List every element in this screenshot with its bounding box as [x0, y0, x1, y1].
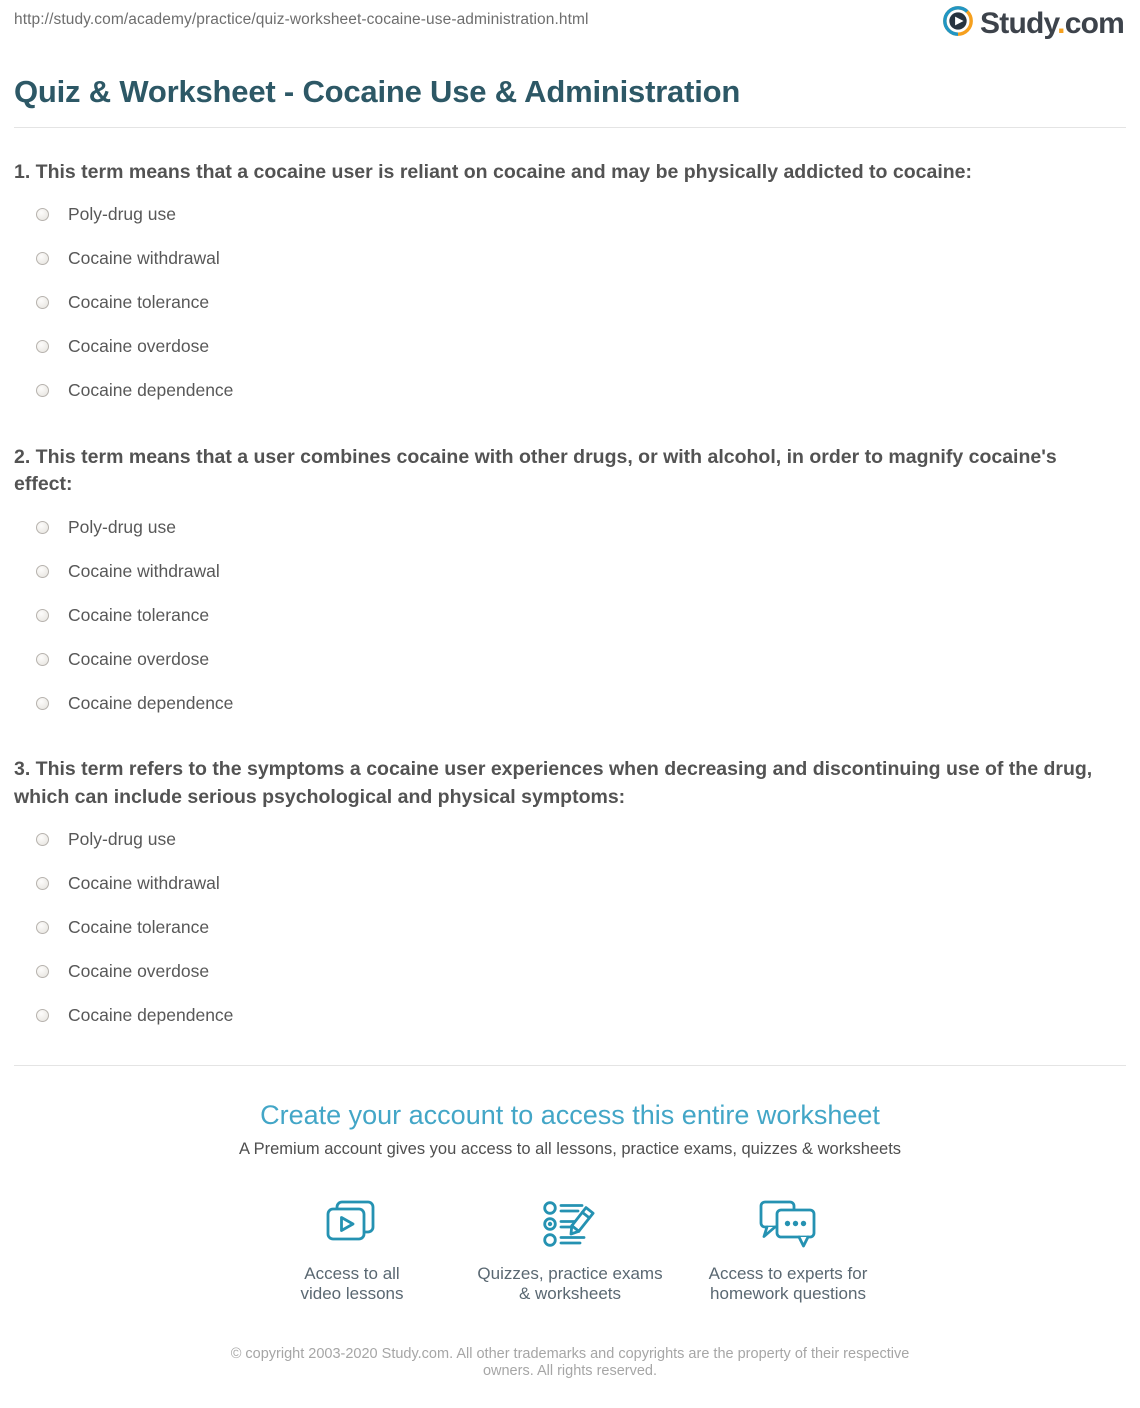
- feature-homework-experts: [679, 1199, 897, 1304]
- option-label: Cocaine tolerance: [68, 292, 210, 313]
- option-label: Cocaine withdrawal: [68, 248, 220, 269]
- feature-caption: Access to experts for homework questions: [708, 1264, 868, 1304]
- radio-button-icon[interactable]: [36, 384, 49, 397]
- option-label: Cocaine withdrawal: [68, 560, 220, 581]
- option-label: Cocaine overdose: [68, 960, 210, 981]
- quiz-checklist-icon: [461, 1199, 679, 1251]
- footer-heading: Create your account to access this entire worksheet: [260, 1100, 880, 1131]
- feature-video-lessons: [243, 1199, 461, 1304]
- radio-button-icon[interactable]: [36, 921, 49, 934]
- radio-option[interactable]: [14, 681, 1126, 725]
- feature-caption: Access to all video lessons: [300, 1264, 404, 1304]
- radio-button-icon[interactable]: [36, 565, 49, 578]
- option-label: Poly-drug use: [68, 828, 176, 849]
- radio-button-icon[interactable]: [36, 252, 49, 265]
- option-label: Cocaine dependence: [68, 692, 234, 713]
- studycom-play-icon: [943, 6, 973, 41]
- radio-option[interactable]: [14, 281, 1126, 325]
- radio-button-icon[interactable]: [36, 965, 49, 978]
- page-title: Quiz & Worksheet - Cocaine Use & Administration: [14, 74, 741, 109]
- feature-caption: Quizzes, practice exams & worksheets: [477, 1264, 663, 1304]
- radio-option[interactable]: [14, 505, 1126, 549]
- radio-button-icon[interactable]: [36, 877, 49, 890]
- option-label: Cocaine withdrawal: [68, 872, 220, 893]
- footer-divider: [14, 1065, 1126, 1066]
- option-label: Poly-drug use: [68, 204, 176, 225]
- radio-button-icon[interactable]: [36, 521, 49, 534]
- studycom-logo-text: Study.com: [980, 6, 1124, 40]
- page-url: http://study.com/academy/practice/quiz-worksheet-cocaine-use-administration.html: [14, 11, 589, 28]
- option-label: Cocaine dependence: [68, 380, 234, 401]
- video-lessons-icon: [243, 1199, 461, 1251]
- copyright-text: © copyright 2003-2020 Study.com. All other trademarks and copyrights are the property of their respective owners. All rights reserved.: [230, 1346, 910, 1380]
- chat-experts-icon: [679, 1199, 897, 1251]
- option-label: Cocaine overdose: [68, 336, 210, 357]
- radio-option[interactable]: [14, 193, 1126, 237]
- option-label: Cocaine dependence: [68, 1004, 234, 1025]
- radio-button-icon[interactable]: [36, 653, 49, 666]
- studycom-logo[interactable]: [943, 6, 1124, 41]
- radio-button-icon[interactable]: [36, 833, 49, 846]
- feature-quizzes-worksheets: [461, 1199, 679, 1304]
- title-divider: [14, 127, 1126, 128]
- radio-button-icon[interactable]: [36, 609, 49, 622]
- radio-option[interactable]: [14, 949, 1126, 993]
- option-label: Cocaine tolerance: [68, 604, 210, 625]
- radio-option[interactable]: [14, 861, 1126, 905]
- radio-option[interactable]: [14, 905, 1126, 949]
- radio-option[interactable]: [14, 549, 1126, 593]
- option-label: Poly-drug use: [68, 516, 176, 537]
- radio-button-icon[interactable]: [36, 697, 49, 710]
- question-1: [14, 159, 1126, 413]
- question-2: [14, 444, 1126, 725]
- radio-button-icon[interactable]: [36, 296, 49, 309]
- radio-button-icon[interactable]: [36, 1009, 49, 1022]
- question-text: 2. This term means that a user combines cocaine with other drugs, or with alcohol, in order to magnify cocaine's effect:: [14, 445, 1057, 496]
- features-row: [0, 1199, 1140, 1304]
- top-bar: [0, 0, 1140, 58]
- radio-button-icon[interactable]: [36, 208, 49, 221]
- radio-option[interactable]: [14, 593, 1126, 637]
- question-text: 3. This term refers to the symptoms a cocaine user experiences when decreasing and discontinuing use of the drug, which can include serious psychological and physical symptoms:: [14, 758, 1093, 808]
- radio-button-icon[interactable]: [36, 340, 49, 353]
- radio-option[interactable]: [14, 993, 1126, 1037]
- footer-subheading: A Premium account gives you access to all lessons, practice exams, quizzes & worksheets: [238, 1140, 902, 1159]
- option-label: Cocaine tolerance: [68, 916, 210, 937]
- radio-option[interactable]: [14, 637, 1126, 681]
- radio-option[interactable]: [14, 237, 1126, 281]
- question-text: 1. This term means that a cocaine user is reliant on cocaine and may be physically addicted to cocaine:: [14, 161, 972, 183]
- radio-option[interactable]: [14, 817, 1126, 861]
- option-label: Cocaine overdose: [68, 648, 210, 669]
- question-3: [14, 756, 1126, 1037]
- radio-option[interactable]: [14, 369, 1126, 413]
- radio-option[interactable]: [14, 325, 1126, 369]
